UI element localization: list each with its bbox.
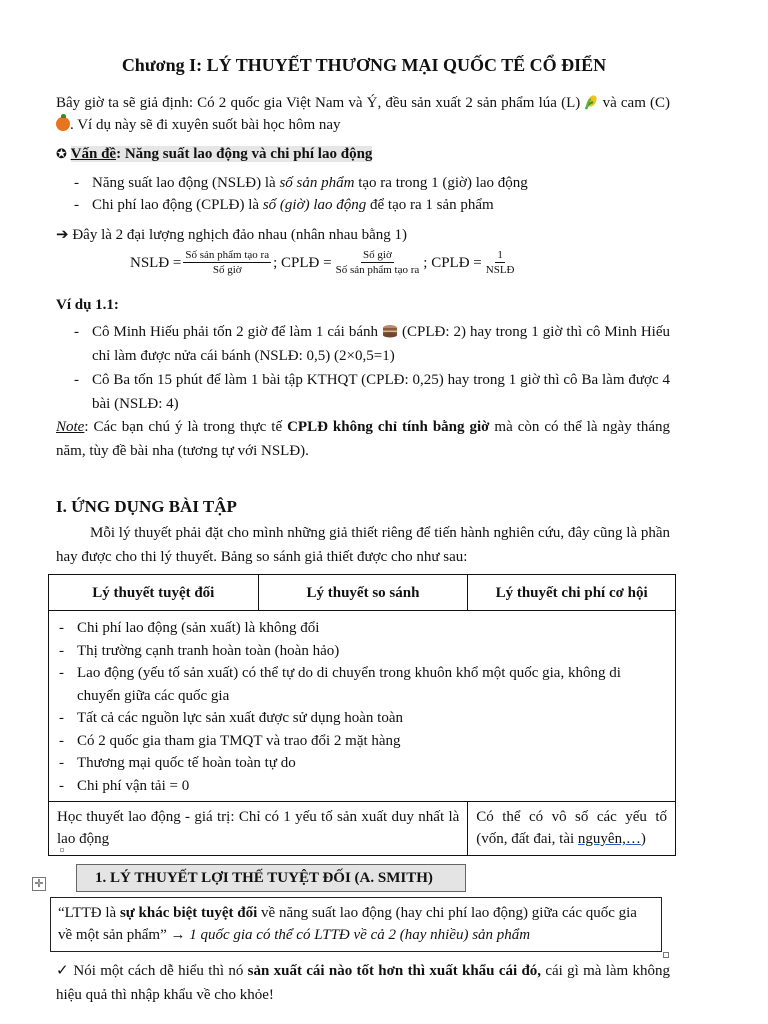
cpld-inverse-fraction: $\frac{1}{\text{NSLĐ}}$ (485, 249, 515, 276)
conclusion-paragraph: ✓ Nói một cách dễ hiểu thì nó sản xuất cái nào tốt hơn thì xuất khẩu cái đó, cái gì mà làm không hiệu quả thì nhập khẩu về cho khỏe! (56, 961, 670, 1003)
intro-text-b: và cam (C) (602, 95, 671, 111)
checkmark-icon: ✓ (56, 961, 70, 979)
list-item: - Cô Minh Hiếu phải tốn 2 giờ để làm 1 cái bánh (CPLĐ: 2) hay trong 1 giờ thì cô Minh Hiếu chỉ làm được nửa cái bánh (NSLĐ: 0,5) (2×0,5=1) (72, 320, 670, 368)
section-heading: I. ỨNG DỤNG BÀI TẬP (56, 497, 237, 516)
move-handle-icon[interactable]: ✛ (32, 877, 46, 891)
orange-icon (56, 117, 70, 131)
table-row (49, 611, 676, 802)
table-header-row (49, 575, 676, 611)
shared-assumptions-cell (49, 611, 676, 802)
formula-cpld2-lhs: ; CPLĐ = (423, 254, 482, 271)
list-item: - Tất cả các nguồn lực sản xuất được sử dụng hoàn toàn (57, 707, 667, 730)
issue-line (56, 143, 670, 166)
list-item: - Chi phí lao động (CPLĐ) là số (giờ) lao động để tạo ra 1 sản phẩm (72, 194, 670, 216)
intro-text-c: . Ví dụ này sẽ đi xuyên suốt bài học hôm nay (70, 117, 341, 133)
bullet-circle-icon: ✪ (56, 147, 67, 162)
list-item: - Thị trường cạnh tranh hoàn toàn (hoàn hảo) (57, 640, 667, 663)
list-item: - Cô Ba tốn 15 phút để làm 1 bài tập KTHQT (CPLĐ: 0,25) hay trong 1 giờ thì cô Ba làm được 4 bài (NSLĐ: 4) (72, 368, 670, 416)
assumptions-table (48, 574, 676, 856)
formula-nsld-lhs: NSLĐ = (130, 254, 182, 271)
nsld-fraction: $\frac{\text{Số sản phẩm tạo ra}}{\text{Số giờ}}$ (185, 249, 270, 276)
examples-list (72, 320, 670, 416)
rice-corn-icon (584, 94, 598, 110)
inverse-note: ➔ Đây là 2 đại lượng nghịch đảo nhau (nhân nhau bằng 1) (56, 225, 408, 243)
list-item: - Thương mại quốc tế hoàn toàn tự do (57, 752, 667, 775)
formula (130, 248, 519, 277)
intro-paragraph (56, 92, 670, 136)
labor-theory-cell: Học thuyết lao động - giá trị: Chỉ có 1 yếu tố sản xuất duy nhất là lao động (49, 802, 468, 856)
list-item: - Có 2 quốc gia tham gia TMQT và trao đổi 2 mặt hàng (57, 730, 667, 753)
cake-icon (382, 324, 398, 338)
example-title: Ví dụ 1.1: (56, 297, 119, 313)
table-header: Lý thuyết so sánh (258, 575, 468, 611)
opportunity-cost-cell: Có thể có vô số các yếu tố (vốn, đất đai, tài nguyên,…) (468, 802, 676, 856)
list-item: - Chi phí lao động (sản xuất) là không đổi (57, 617, 667, 640)
note-paragraph: Note: Các bạn chú ý là trong thực tế CPLĐ không chỉ tính bằng giờ mà còn có thể là ngày tháng năm, tùy đề bài nha (tương tự với NSLĐ). (56, 419, 670, 459)
list-item: - Năng suất lao động (NSLĐ) là số sản phẩm tạo ra trong 1 (giờ) lao động (72, 172, 670, 194)
list-item: - Chi phí vận tải = 0 (57, 775, 667, 798)
note-label: Note (56, 419, 85, 435)
table-header: Lý thuyết tuyệt đối (49, 575, 259, 611)
intro-text-a: Bây giờ ta sẽ giả định: Có 2 quốc gia Việt Nam và Ý, đều sản xuất 2 sản phẩm lúa (L) (56, 95, 581, 111)
list-item: - Lao động (yếu tố sản xuất) có thể tự do di chuyển trong khuôn khổ một quốc gia, không di chuyển giữa các quốc gia (57, 662, 667, 707)
arrow-right-icon: ➔ (56, 225, 69, 243)
definitions-list (72, 172, 670, 216)
table-header: Lý thuyết chi phí cơ hội (468, 575, 676, 611)
chapter-title: Chương I: LÝ THUYẾT THƯƠNG MẠI QUỐC TẾ CỔ ĐIỂN (121, 55, 607, 75)
definition-box: “LTTĐ là sự khác biệt tuyệt đối về năng suất lao động (hay chi phí lao động) giữa các quốc gia về một sản phẩm” → 1 quốc gia có thể có LTTĐ về cả 2 (hay nhiều) sản phẩm (50, 897, 662, 952)
issue-label: Vấn đề (70, 146, 117, 162)
formula-cpld-lhs: ; CPLĐ = (273, 254, 332, 271)
table-row (49, 802, 676, 856)
table-anchor-marker (60, 848, 64, 852)
subsection-heading: 1. LÝ THUYẾT LỢI THẾ TUYỆT ĐỐI (A. SMITH) (76, 864, 466, 892)
cpld-fraction: $\frac{\text{Số giờ}}{\text{Số sản phẩm tạo ra}}$ (335, 249, 420, 276)
issue-text: : Năng suất lao động và chi phí lao động (116, 146, 373, 162)
section-paragraph: Mỗi lý thuyết phải đặt cho mình những giả thiết riêng để tiến hành nghiên cứu, đây cũng là phần hay được cho thi lý thuyết. Bảng so sánh giả thiết được cho như sau: (56, 525, 670, 565)
